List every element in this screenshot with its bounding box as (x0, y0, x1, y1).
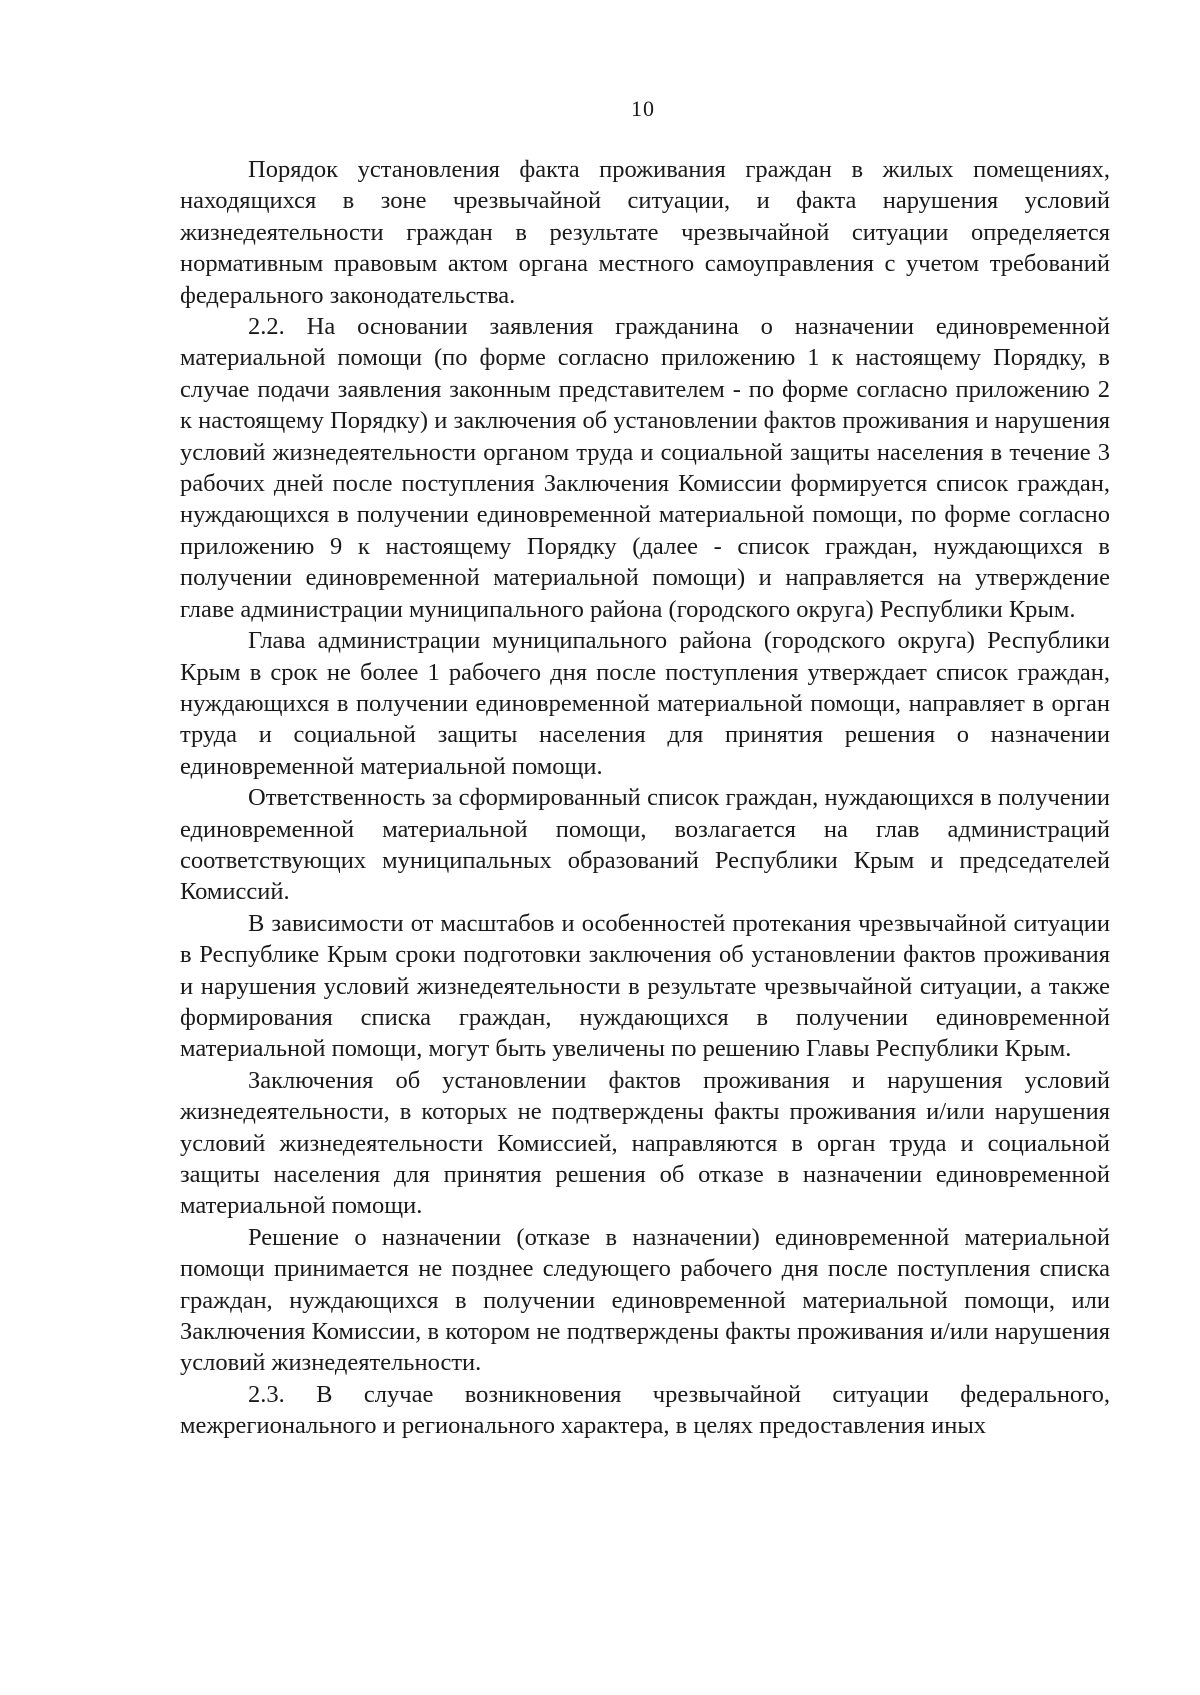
paragraph-deadline-extension: В зависимости от масштабов и особенностей протекания чрезвычайной ситуации в Республике Крым сроки подготовки заключения об установлении фактов проживания и нарушения условий жизнедеятельности в результате чрезвычайной ситуации, а также формирования списка граждан, нуждающихся в получении единовременной материальной помощи, могут быть увеличены по решению Главы Республики Крым. (180, 909, 1110, 1063)
document-body (180, 154, 1110, 1442)
paragraph-2-3-emergency: 2.3. В случае возникновения чрезвычайной ситуации федерального, межрегионального и регионального характера, в целях предоставления иных (180, 1380, 1110, 1440)
paragraph-2-2-application-basis: 2.2. На основании заявления гражданина о назначении единовременной материальной помощи (по форме согласно приложению 1 к настоящему Порядку, в случае подачи заявления законным представителем - по форме согласно приложению 2 к настоящему Порядку) и заключения об установлении фактов проживания и нарушения условий жизнедеятельности органом труда и социальной защиты населения в течение 3 рабочих дней после поступления Заключения Комиссии формируется список граждан, нуждающихся в получении единовременной материальной помощи, по форме согласно приложению 9 к настоящему Порядку (далее - список граждан, нуждающихся в получении единовременной материальной помощи) и направляется на утверждение главе администрации муниципального района (городского округа) Республики Крым. (180, 313, 1110, 623)
page-number: 10 (631, 96, 655, 121)
paragraph-decision-timing: Решение о назначении (отказе в назначении) единовременной материальной помощи принимается не позднее следующего рабочего дня после поступления списка граждан, нуждающихся в получении единовременной материальной помощи, или Заключения Комиссии, в котором не подтверждены факты проживания и/или нарушения условий жизнедеятельности. (180, 1223, 1110, 1377)
paragraph-residence-fact-procedure: Порядок установления факта проживания граждан в жилых помещениях, находящихся в зоне чрезвычайной ситуации, и факта нарушения условий жизнедеятельности граждан в результате чрезвычайной ситуации определяется нормативным правовым актом органа местного самоуправления с учетом требований федерального законодательства. (180, 156, 1110, 309)
paragraph-unconfirmed-conclusions: Заключения об установлении фактов проживания и нарушения условий жизнедеятельности, в которых не подтверждены факты проживания и/или нарушения условий жизнедеятельности Комиссией, направляются в орган труда и социальной защиты населения для принятия решения об отказе в назначении единовременной материальной помощи. (180, 1066, 1110, 1220)
paragraph-head-approval: Глава администрации муниципального района (городского округа) Республики Крым в срок не более 1 рабочего дня после поступления утверждает список граждан, нуждающихся в получении единовременной материальной помощи, направляет в орган труда и социальной защиты населения для принятия решения о назначении единовременной материальной помощи. (180, 627, 1110, 780)
paragraph-responsibility: Ответственность за сформированный список граждан, нуждающихся в получении единовременной материальной помощи, возлагается на глав администраций соответствующих муниципальных образований Республики Крым и председателей Комиссий. (180, 784, 1110, 906)
